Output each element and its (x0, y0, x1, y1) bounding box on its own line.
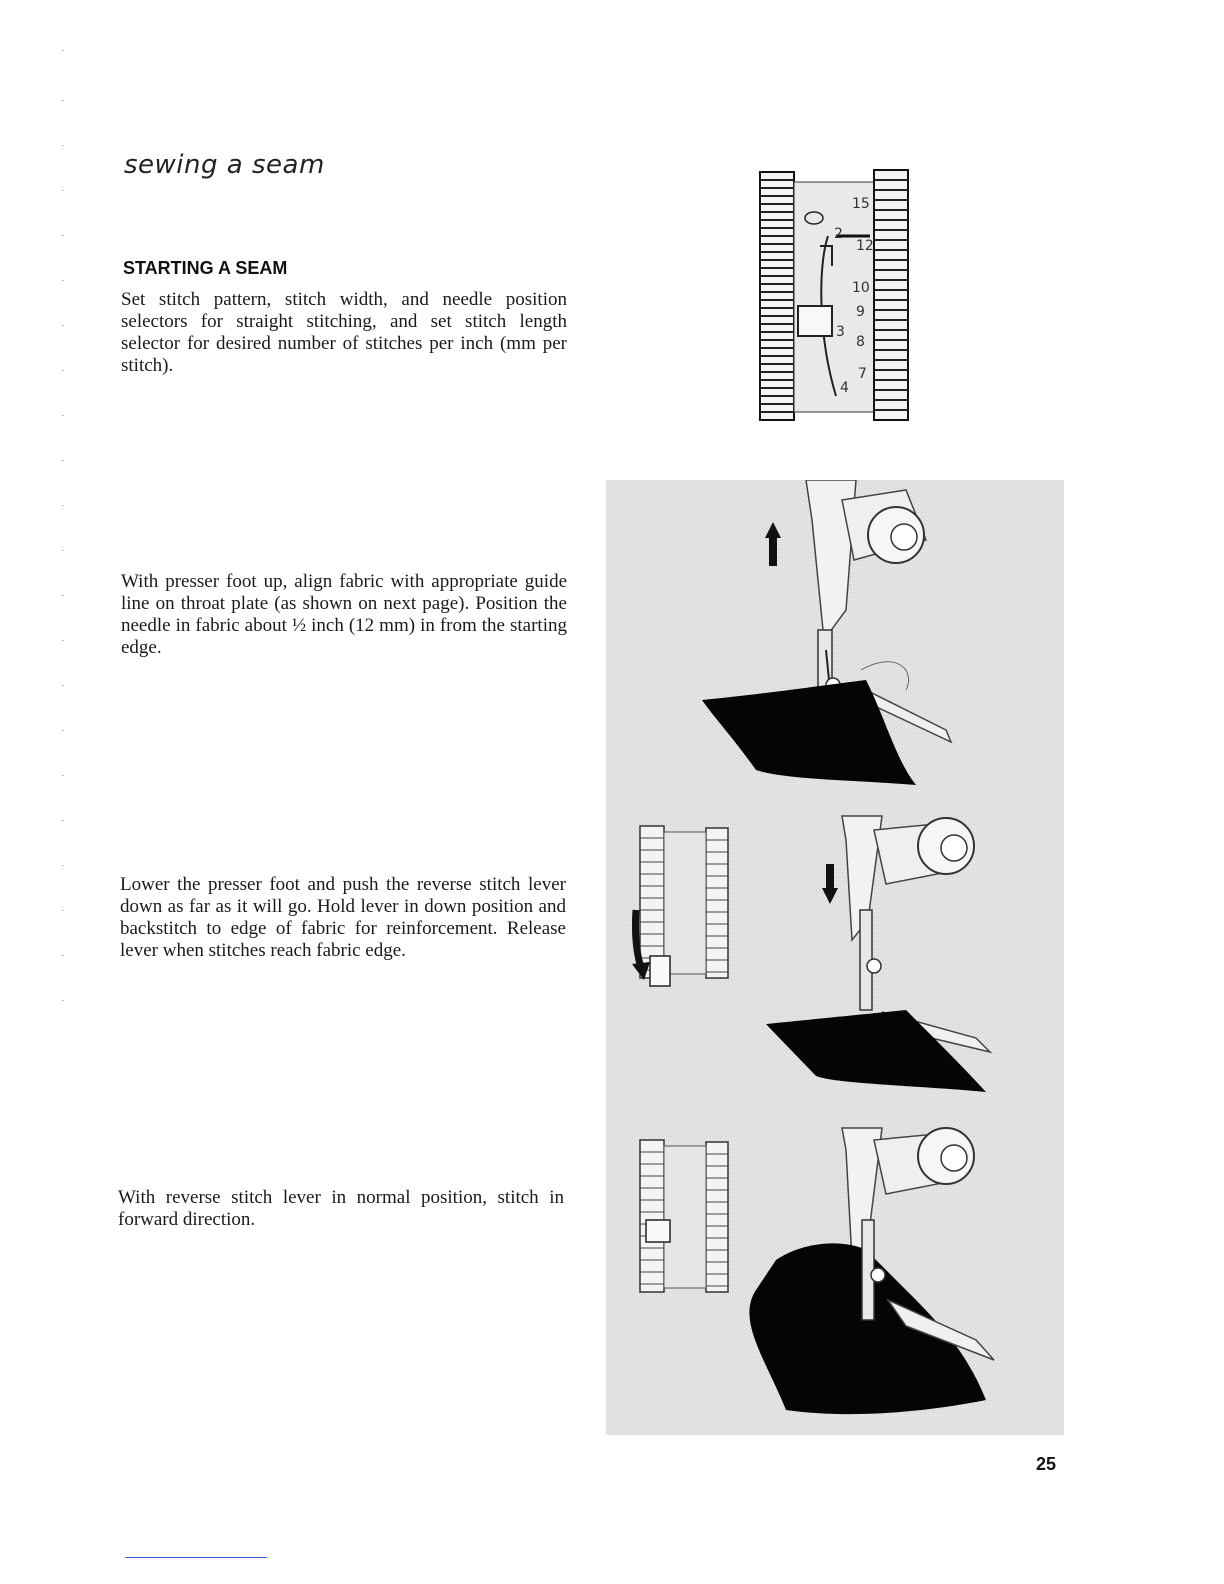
step-1-text: Set stitch pattern, stitch width, and needle position selectors for straight stitching, and set stitch length selector for desired number of stitches per inch (mm per stitch). (121, 289, 567, 376)
dial-scale-9: 9 (856, 304, 865, 320)
dial-mm-3: 3 (836, 324, 845, 340)
dial-right-knob (874, 170, 908, 420)
sewing-steps-photo (606, 480, 1064, 1435)
dial-mm-4: 4 (840, 380, 849, 396)
dial-scale-15: 15 (852, 196, 870, 212)
section-heading: STARTING A SEAM (123, 258, 288, 278)
dial-scale-8: 8 (856, 334, 865, 350)
dial-mm-2: 2 (834, 226, 843, 242)
footer-rule (125, 1557, 267, 1558)
step-3-text: Lower the presser foot and push the reverse stitch lever down as far as it will go. Hold lever in down position and backstitch to edge of fabric for reinforcement. Release lever when stitches reach fabric edge. (120, 874, 566, 961)
page-number: 25 (1036, 1454, 1057, 1474)
page-title: sewing a seam (124, 150, 325, 180)
dial-left-knob (760, 172, 794, 420)
step-2-text: With presser foot up, align fabric with appropriate guide line on throat plate (as shown on next page). Position the needle in fabric about ½ inch (12 mm) in from the starting edge. (121, 571, 567, 658)
dial-scale-7: 7 (858, 366, 867, 382)
stitch-length-dial-illustration (758, 166, 910, 422)
margin-marks (58, 40, 68, 1040)
step-4-text: With reverse stitch lever in normal position, stitch in forward direction. (118, 1187, 564, 1230)
dial-scale-12: 12 (856, 238, 874, 254)
dial-scale-10: 10 (852, 280, 870, 296)
